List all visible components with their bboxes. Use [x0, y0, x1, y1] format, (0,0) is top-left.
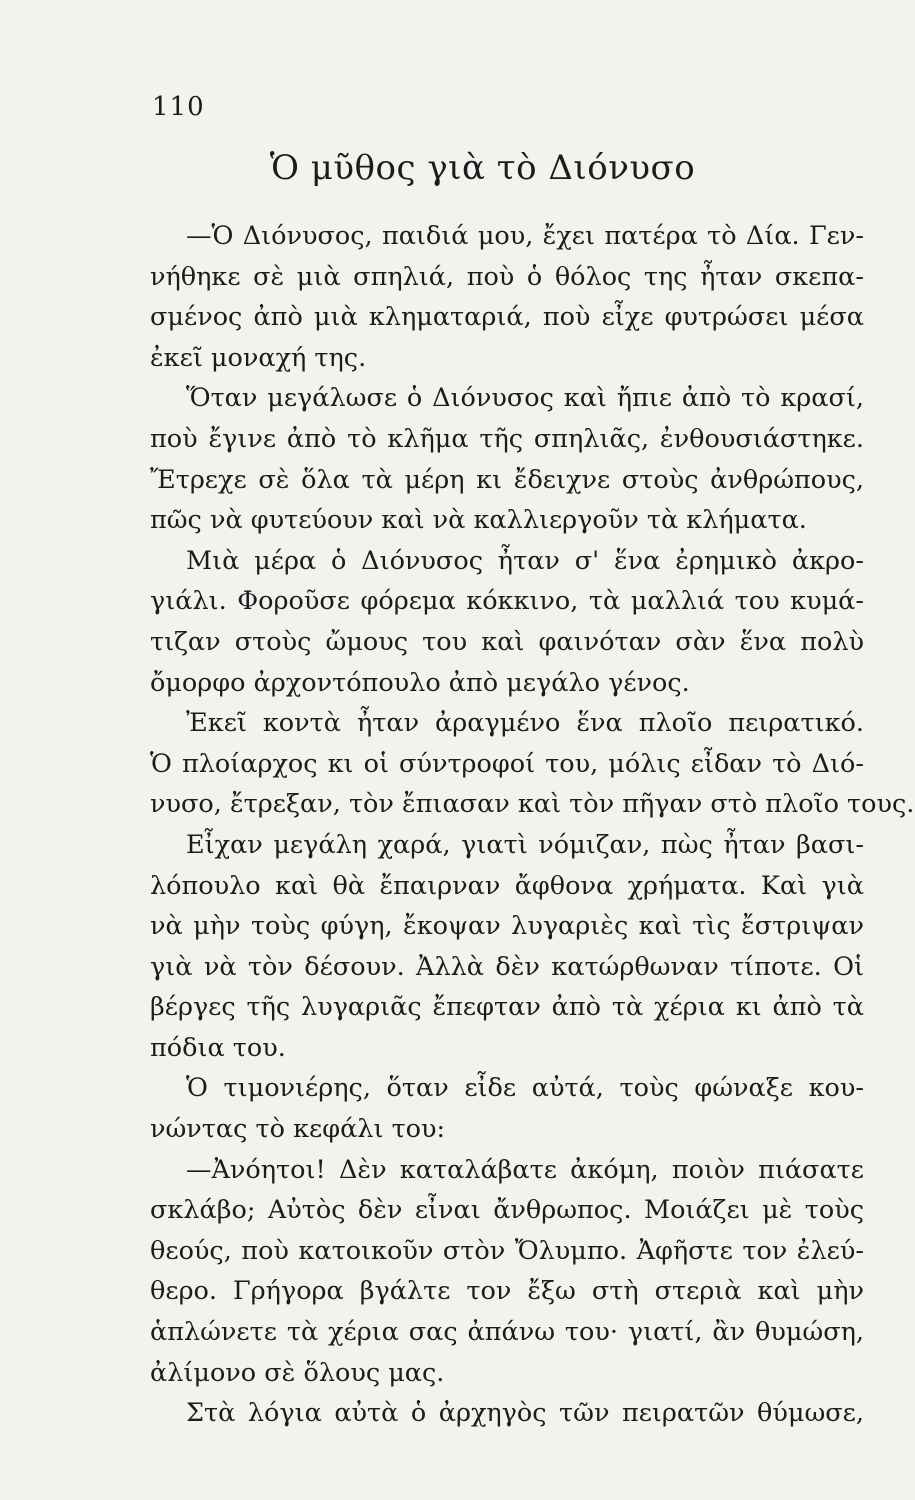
text-line: ἐκεῖ μοναχή της. [150, 342, 367, 373]
text-line: βέργες τῆς λυγαριᾶς ἔπεφταν ἀπὸ τὰ χέρια κι ἀπὸ τὰ [150, 992, 864, 1023]
text-line: ὄμορφο ἀρχοντόπουλο ἀπὸ μεγάλο γένος. [150, 667, 690, 698]
text-line: Ἐκεῖ κοντὰ ἦταν ἀραγμένο ἕνα πλοῖο πειρατικό. [186, 708, 864, 739]
text-line: σμένος ἀπὸ μιὰ κληματαριά, ποὺ εἶχε φυτρώσει μέσα [150, 302, 864, 333]
text-line: νυσο, ἔτρεξαν, τὸν ἔπιασαν καὶ τὸν πῆγαν στὸ πλοῖο τους. [150, 789, 915, 820]
chapter-title: Ὁ μῦθος γιὰ τὸ Διόνυσο [269, 148, 696, 188]
text-line: Ὅταν μεγάλωσε ὁ Διόνυσος καὶ ἤπιε ἀπὸ τὸ κρασί, [186, 383, 864, 414]
text-line: τιζαν στοὺς ὤμους του καὶ φαινόταν σὰν ἕνα πολὺ [150, 626, 864, 657]
text-line: Ὁ πλοίαρχος κι οἱ σύντροφοί του, μόλις εἶδαν τὸ Διό- [150, 748, 864, 779]
text-line: νήθηκε σὲ μιὰ σπηλιά, ποὺ ὁ θόλος της ἦταν σκεπα- [150, 261, 864, 292]
text-line: σκλάβο; Αὐτὸς δὲν εἶναι ἄνθρωπος. Μοιάζει μὲ τοὺς [150, 1195, 864, 1226]
page-number: 110 [152, 92, 205, 122]
text-line: —Ἀνόητοι! Δὲν καταλάβατε ἀκόμη, ποιὸν πιάσατε [186, 1154, 864, 1185]
text-line: Μιὰ μέρα ὁ Διόνυσος ἦταν σ' ἕνα ἐρημικὸ ἀκρο- [186, 545, 864, 576]
text-line: Ὁ τιμονιέρης, ὅταν εἶδε αὐτά, τοὺς φώναξε κου- [186, 1073, 864, 1104]
text-line: —Ὁ Διόνυσος, παιδιά μου, ἔχει πατέρα τὸ Δία. Γεν- [186, 221, 864, 251]
text-line: λόπουλο καὶ θὰ ἔπαιρναν ἄφθονα χρήματα. Καὶ γιὰ [150, 870, 864, 901]
text-line: Στὰ λόγια αὐτὰ ὁ ἀρχηγὸς τῶν πειρατῶν θύμωσε, [186, 1398, 864, 1429]
text-line: πῶς νὰ φυτεύουν καὶ νὰ καλλιεργοῦν τὰ κλήματα. [150, 505, 807, 536]
text-line: γιὰ νὰ τὸν δέσουν. Ἀλλὰ δὲν κατώρθωναν τίποτε. Οἱ [150, 951, 864, 982]
text-line: ποὺ ἔγινε ἀπὸ τὸ κλῆμα τῆς σπηλιᾶς, ἐνθουσιάστηκε. [150, 423, 864, 454]
text-line: θεούς, ποὺ κατοικοῦν στὸν Ὄλυμπο. Ἀφῆστε τον ἐλεύ- [150, 1235, 864, 1266]
text-line: πόδια του. [150, 1032, 286, 1063]
text-line: Εἶχαν μεγάλη χαρά, γιατὶ νόμιζαν, πὼς ἦταν βασι- [186, 829, 864, 860]
text-line: ἀλίμονο σὲ ὅλους μας. [150, 1357, 445, 1388]
text-line: θερο. Γρήγορα βγάλτε τον ἔξω στὴ στεριὰ καὶ μὴν [150, 1276, 864, 1307]
text-line: νώντας τὸ κεφάλι του: [150, 1114, 446, 1145]
text-line: γιάλι. Φοροῦσε φόρεμα κόκκινο, τὰ μαλλιά του κυμά- [150, 586, 864, 617]
text-line: νὰ μὴν τοὺς φύγη, ἔκοψαν λυγαριὲς καὶ τὶς ἔστριψαν [150, 911, 864, 942]
text-line: Ἔτρεχε σὲ ὅλα τὰ μέρη κι ἔδειχνε στοὺς ἀνθρώπους, [150, 464, 864, 495]
body-text [150, 216, 915, 1434]
text-line: ἁπλώνετε τὰ χέρια σας ἀπάνω του· γιατί, ἂν θυμώση, [150, 1317, 864, 1348]
